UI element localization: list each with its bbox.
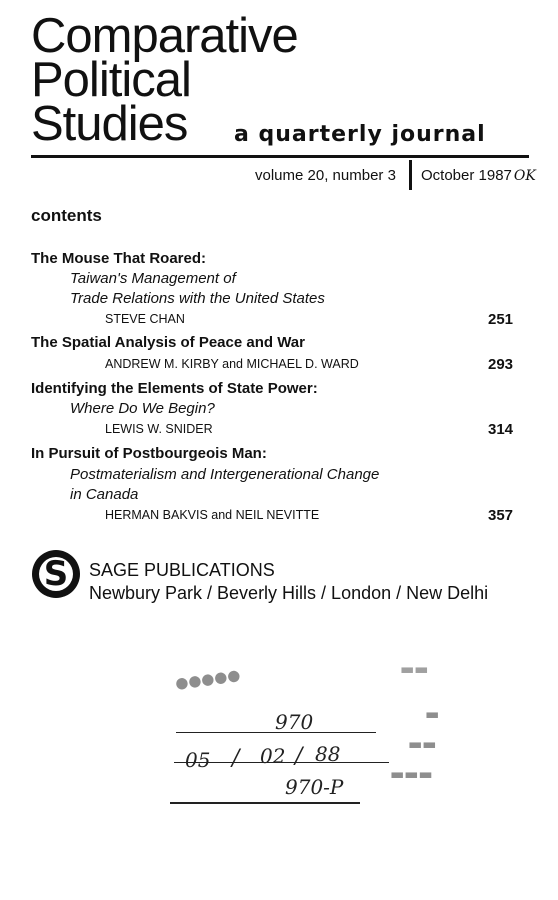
article-3-title: Identifying the Elements of State Power: [31,380,318,397]
article-4-subtitle-2: in Canada [70,486,139,503]
article-1-subtitle-2: Trade Relations with the United States [70,290,325,307]
library-stamp [170,640,470,820]
journal-title-line-2: Political [31,53,191,107]
publisher-name: SAGE PUBLICATIONS [89,560,275,580]
issue-date [421,167,536,184]
stamp-arabic-text-3: ▬ [425,705,440,723]
stamp-arabic-text-4: ▬▬ [408,735,437,753]
journal-title-line-1: Comparative [31,9,298,63]
stamp-month: 02 [260,744,286,768]
article-1-subtitle-1: Taiwan's Management of [70,270,236,287]
sage-logo-icon [32,550,80,598]
article-1-page: 251 [488,311,514,328]
article-3-authors: LEWIS W. SNIDER [105,422,213,436]
article-2-title: The Spatial Analysis of Peace and War [31,334,305,351]
article-1-title: The Mouse That Roared: [31,250,207,267]
handwritten-note: OK [513,168,536,184]
stamp-shelf-number: 970-P [285,775,344,799]
contents-heading: contents [31,206,102,225]
article-3-page: 314 [488,421,514,438]
journal-title-line-3: Studies [31,97,188,151]
header-rule [31,155,529,158]
stamp-arabic-text-5: ▬▬▬ [390,765,433,783]
stamp-arabic-text-1: ●●●●● [174,665,242,693]
stamp-year: 88 [315,742,341,766]
article-2-authors: ANDREW M. KIRBY and MICHAEL D. WARD [105,357,359,371]
article-3-subtitle-1: Where Do We Begin? [70,400,215,417]
article-4-title: In Pursuit of Postbourgeois Man: [31,445,267,462]
issue-date-text: October 1987 [421,167,512,184]
article-4-page: 357 [488,507,514,524]
article-2-page: 293 [488,356,514,373]
article-4-authors: HERMAN BAKVIS and NEIL NEVITTE [105,508,320,522]
stamp-arabic-text-2: ▬▬ [400,660,429,678]
sage-logo-letter: S [43,554,69,594]
volume-info: volume 20, number 3 [255,167,396,184]
stamp-day: 05 [185,748,211,772]
stamp-line-3 [170,802,360,804]
stamp-slash-2: / [295,744,303,769]
journal-tagline: a quarterly journal [234,122,486,147]
article-4-subtitle-1: Postmaterialism and Intergenerational Change [70,466,380,483]
header-divider [409,160,412,190]
stamp-slash-1: / [232,746,240,771]
article-1-authors: STEVE CHAN [105,312,185,326]
publisher-locations: Newbury Park / Beverly Hills / London / New Delhi [89,583,489,603]
stamp-number: 970 [275,710,314,734]
